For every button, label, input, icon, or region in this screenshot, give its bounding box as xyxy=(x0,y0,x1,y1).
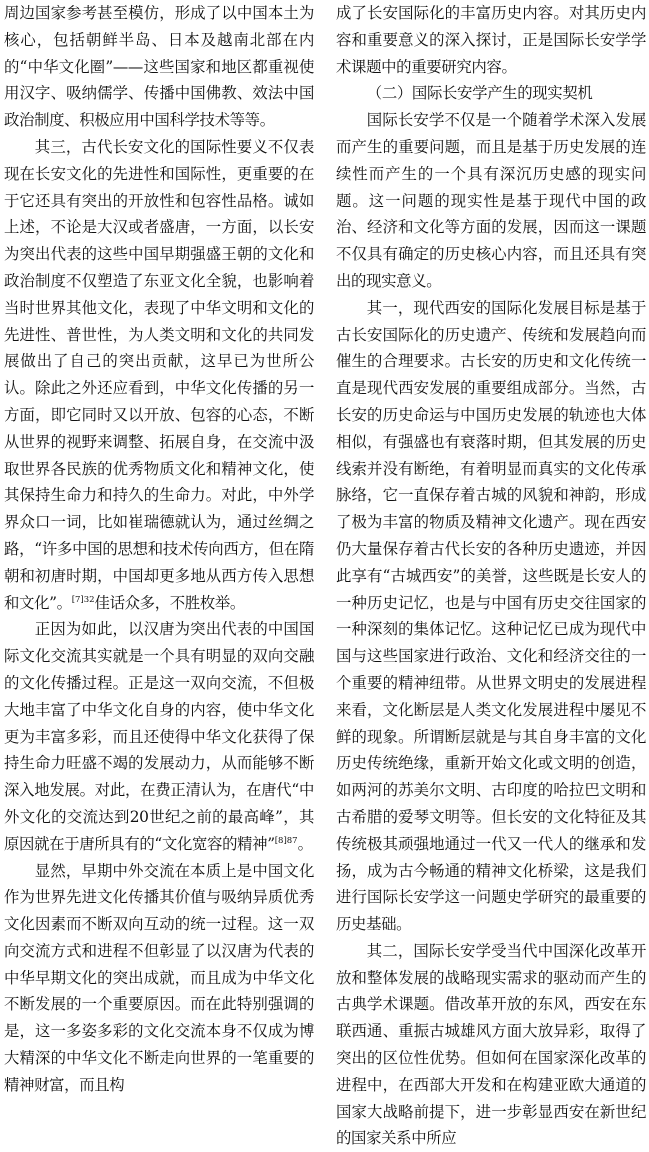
paragraph: 成了长安国际化的丰富历史内容。对其历史内容和重要意义的深入探讨，正是国际长安学学术课题中的重要研究内容。 xyxy=(336,4,646,76)
citation-marker: [8]87 xyxy=(274,835,298,846)
left-column xyxy=(4,0,314,1099)
paragraph-text: 。 xyxy=(297,834,313,853)
section-heading: （二）国际长安学产生的现实契机 xyxy=(366,84,593,103)
paragraph: 周边国家参考甚至模仿，形成了以中国本土为核心，包括朝鲜半岛、日本及越南北部在内的“中华文化圈”——这些国家和地区都重视使用汉字、吸纳儒学、传播中国佛教、效法中国政治制度、积极应用中国科学技术等等。 xyxy=(4,4,314,130)
paragraph: 其二，国际长安学受当代中国深化改革开放和整体发展的战略现实需求的驱动而产生的古典学术课题。借改革开放的东风，西安在东联西通、重振古城雄风方面大放异彩，取得了突出的区位性优势。但如何在国家深化改革的进程中，在西部大开发和在构建亚欧大通道的国家大战略前提下，进一步彰显西安在新世纪的国家关系中所应 xyxy=(336,941,646,1148)
paragraph: 其一，现代西安的国际化发展目标是基于古长安国际化的历史遗产、传统和发展趋向而催生的合理要求。古长安的历史和文化传统一直是现代西安发展的重要组成部分。当然，古长安的历史命运与中国历史发展的轨迹也大体相似，有强盛也有衰落时期，但其发展的历史线索并没有断绝，有着明显而真实的文化传承脉络，它一直保存着古城的风貌和神韵，形成了极为丰富的物质及精神文化遗产。现在西安仍大量保存着古代长安的各种历史遗迹，并因此享有“古城西安”的美誉，这些既是长安人的一种历史记忆，也是与中国有历史交往国家的一种深刻的集体记忆。这种记忆已成为现代中国与这些国家进行政治、文化和经济交往的一个重要的精神纽带。从世界文明史的发展进程来看，文化断层是人类文化发展进程中屡见不鲜的现象。所谓断层就是与其自身丰富的文化历史传统绝缘，重新开始文化或文明的创造，如两河的苏美尔文明、古印度的哈拉巴文明和古希腊的爱琴文明等。但长安的文化特征及其传统极其顽强地通过一代又一代人的继承和发扬，成为古今畅通的精神文化桥梁，这是我们进行国际长安学这一问题史学研究的最重要的历史基础。 xyxy=(336,298,646,934)
paragraph-text: 正因为如此，以汉唐为突出代表的中国国际文化交流其实就是一个具有明显的双向交融的文化传播过程。正是这一双向交流，不但极大地丰富了中华文化自身的内容，使中华文化更为丰富多彩，而且还使得中华文化获得了保持生命力旺盛不竭的发展动力，从而能够不断深入地发展。对此，在费正清认为，在唐代“中外文化的交流达到20世纪之前的最高峰”，其原因就在于唐所具有的“文化宽容的精神” xyxy=(4,620,314,853)
paragraph xyxy=(4,616,314,857)
paragraph: 显然，早期中外交流在本质上是中国文化作为世界先进文化传播其价值与吸纳异质优秀文化因素而不断双向互动的统一过程。这一双向交流方式和进程不但彰显了以汉唐为代表的中华早期文化的突出成就，而且成为中华文化不断发展的一个重要原因。而在此特别强调的是，这一多姿多彩的文化交流本身不仅成为博大精深的中华文化不断走向世界的一笔重要的精神财富，而且构 xyxy=(4,861,314,1094)
paragraph xyxy=(4,134,314,616)
right-column xyxy=(336,0,646,1152)
paragraph: 国际长安学不仅是一个随着学术深入发展而产生的重要问题，而且是基于历史发展的连续性而产生的一个具有深沉历史感的现实问题。这一问题的现实性是基于现代中国的政治、经济和文化等方面的发展，因而这一课题不仅具有确定的历史核心内容，而且还具有突出的现实意义。 xyxy=(336,111,646,290)
citation-marker: [7]32 xyxy=(71,594,95,605)
paragraph-text: 佳话众多，不胜枚举。 xyxy=(94,593,245,612)
paragraph-text: 其三，古代长安文化的国际性要义不仅表现在长安文化的先进性和国际性，更重要的在于它还具有突出的开放性和包容性品格。诚如上述，不论是大汉或者盛唐，一方面，以长安为突出代表的这些中国早期强盛王朝的文化和政治制度不仅塑造了东亚文化全貌，也影响着当时世界其他文化，表现了中华文明和文化的先进性、普世性，为人类文明和文化的共同发展做出了自己的突出贡献，这早已为世所公认。除此之外还应看到，中华文化传播的另一方面，即它同时又以开放、包容的心态，不断从世界的视野来调整、拓展自身，在交流中汲取世界各民族的优秀物质文化和精神文化，使其保持生命力和持久的生命力。对此，中外学界众口一词，比如崔瑞德就认为，通过丝绸之路，“许多中国的思想和技术传向西方，但在隋朝和初唐时期，中国却更多地从西方传入思想和文化”。 xyxy=(4,137,314,612)
